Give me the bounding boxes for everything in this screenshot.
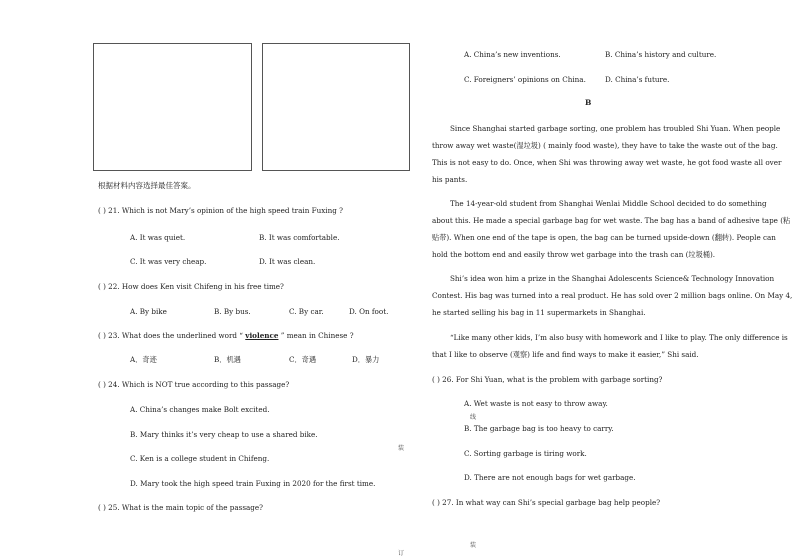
question-24-option-c: C. Ken is a college student in Chifeng. bbox=[130, 454, 270, 463]
question-21-option-b: B. It was comfortable. bbox=[259, 233, 340, 242]
question-23-stem-after: ” mean in Chinese ? bbox=[278, 331, 354, 340]
question-22-option-d: D. On foot. bbox=[349, 307, 389, 316]
binding-mark-3: 线 bbox=[470, 414, 477, 421]
question-23-stem bbox=[98, 331, 354, 340]
question-22-option-c: C. By car. bbox=[289, 307, 324, 316]
question-23-option-b: B．机遇 bbox=[214, 355, 241, 364]
paragraph-1-line: This is not easy to do. Once, when Shi was throwing away wet waste, he got food waste all over bbox=[432, 158, 782, 167]
paragraph-2-line: The 14-year-old student from Shanghai Wenlai Middle School decided to do something bbox=[450, 199, 767, 208]
question-21-stem: ( ) 21. Which is not Mary’s opinion of the high speed train Fuxing ? bbox=[98, 206, 343, 215]
question-25-option-d: D. China’s future. bbox=[605, 75, 670, 84]
paragraph-4-line: “Like many other kids, I’m also busy with homework and I like to play. The only difference is bbox=[450, 333, 788, 342]
instruction: 根据材料内容选择最佳答案。 bbox=[98, 181, 196, 190]
question-22-stem: ( ) 22. How does Ken visit Chifeng in his free time? bbox=[98, 282, 284, 291]
question-23-option-d: D．暴力 bbox=[352, 355, 380, 364]
passage-paragraph-1 bbox=[432, 120, 782, 188]
question-26-option-d: D. There are not enough bags for wet garbage. bbox=[464, 473, 636, 482]
question-24-option-d: D. Mary took the high speed train Fuxing in 2020 for the first time. bbox=[130, 479, 376, 488]
question-23-option-c: C．奇遇 bbox=[289, 355, 317, 364]
passage-paragraph-2 bbox=[432, 195, 791, 263]
question-23-stem-before: ( ) 23. What does the underlined word “ bbox=[98, 331, 246, 340]
question-22-option-b: B. By bus. bbox=[214, 307, 251, 316]
paragraph-1-line: throw away wet waste(湿垃圾) ( mainly food waste), they have to take the waste out of the bag. bbox=[432, 141, 778, 150]
question-21-option-a: A. It was quiet. bbox=[130, 233, 186, 242]
question-26-option-b: B. The garbage bag is too heavy to carry. bbox=[464, 424, 614, 433]
binding-mark-4: 装 bbox=[470, 542, 477, 549]
question-21-option-c: C. It was very cheap. bbox=[130, 257, 207, 266]
question-25-stem: ( ) 25. What is the main topic of the passage? bbox=[98, 503, 264, 512]
passage-paragraph-4 bbox=[432, 329, 788, 363]
binding-mark-1: 装 bbox=[398, 445, 405, 452]
paragraph-2-line: 贴带). When one end of the tape is open, the bag can be turned upside-down (翻转). People can bbox=[432, 233, 776, 242]
question-26-stem: ( ) 26. For Shi Yuan, what is the problem with garbage sorting? bbox=[432, 375, 663, 384]
paragraph-3-line: Shi’s idea won him a prize in the Shanghai Adolescents Science& Technology Innovation bbox=[450, 274, 775, 283]
paragraph-4-line: that I like to observe (观察) life and find ways to make it easier,” Shi said. bbox=[432, 350, 699, 359]
section-heading: B bbox=[585, 98, 592, 107]
paragraph-3-line: he started selling his bag in 11 supermarkets in Shanghai. bbox=[432, 308, 646, 317]
binding-mark-2: 订 bbox=[398, 550, 405, 557]
picture-box-left bbox=[93, 43, 252, 171]
question-27-stem: ( ) 27. In what way can Shi’s special garbage bag help people? bbox=[432, 498, 661, 507]
question-23-option-a: A．奇迹 bbox=[130, 355, 157, 364]
question-24-option-b: B. Mary thinks it’s very cheap to use a shared bike. bbox=[130, 430, 318, 439]
question-26-option-a: A. Wet waste is not easy to throw away. bbox=[464, 399, 608, 408]
passage-paragraph-3 bbox=[432, 270, 793, 321]
paragraph-3-line: Contest. His bag was turned into a real product. He has sold over 2 million bags online. On May 4, bbox=[432, 291, 793, 300]
paragraph-1-line: his pants. bbox=[432, 175, 468, 184]
question-24-option-a: A. China’s changes make Bolt excited. bbox=[130, 405, 270, 414]
underlined-word: violence bbox=[245, 331, 279, 340]
question-21-option-d: D. It was clean. bbox=[259, 257, 316, 266]
question-22-option-a: A. By bike bbox=[130, 307, 167, 316]
question-24-stem: ( ) 24. Which is NOT true according to this passage? bbox=[98, 380, 290, 389]
question-26-option-c: C. Sorting garbage is tiring work. bbox=[464, 449, 587, 458]
paragraph-1-line: Since Shanghai started garbage sorting, one problem has troubled Shi Yuan. When people bbox=[450, 124, 781, 133]
question-25-option-a: A. China’s new inventions. bbox=[464, 50, 561, 59]
paragraph-2-line: about this. He made a special garbage bag for wet waste. The bag has a band of adhesive tape (粘 bbox=[432, 216, 791, 225]
picture-box-right bbox=[262, 43, 410, 171]
question-25-option-c: C. Foreigners’ opinions on China. bbox=[464, 75, 586, 84]
paragraph-2-line: hold the bottom end and easily throw wet garbage into the trash can (垃圾桶). bbox=[432, 250, 716, 259]
question-25-option-b: B. China’s history and culture. bbox=[605, 50, 717, 59]
